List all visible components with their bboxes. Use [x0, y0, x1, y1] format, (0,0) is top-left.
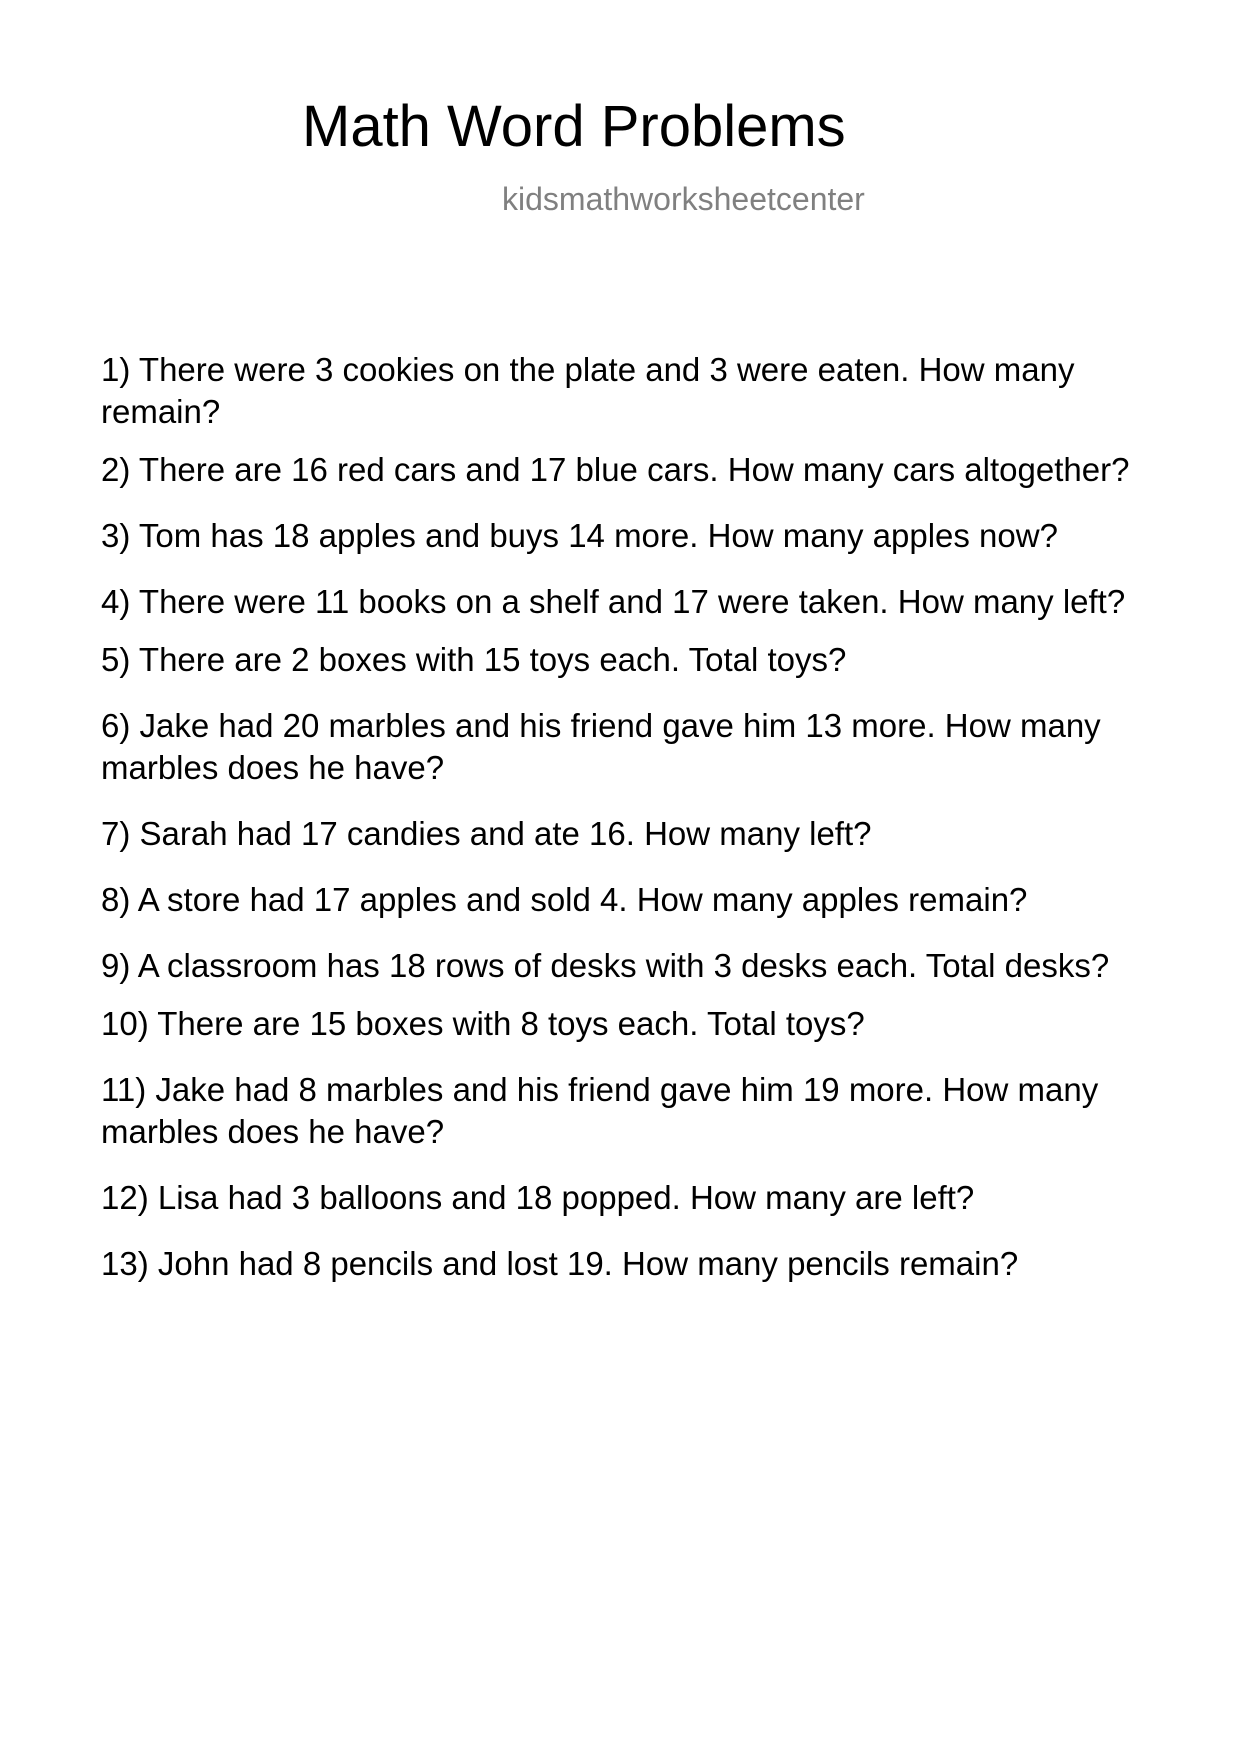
problem-item: 10) There are 15 boxes with 8 toys each. Total toys?: [101, 1005, 865, 1042]
problem-list: [101, 349, 1151, 1285]
problem-item: 13) John had 8 pencils and lost 19. How many pencils remain?: [101, 1245, 1019, 1282]
problem-item: 6) Jake had 20 marbles and his friend gave him 13 more. How many marbles does he have?: [101, 707, 1101, 786]
problem-item: 5) There are 2 boxes with 15 toys each. Total toys?: [101, 641, 847, 678]
problem-item: 11) Jake had 8 marbles and his friend gave him 19 more. How many marbles does he have?: [101, 1071, 1099, 1150]
problem-item: 12) Lisa had 3 balloons and 18 popped. How many are left?: [101, 1179, 975, 1216]
problem-item: 2) There are 16 red cars and 17 blue cars. How many cars altogether?: [101, 451, 1130, 488]
problem-item: 4) There were 11 books on a shelf and 17 were taken. How many left?: [101, 583, 1126, 620]
page-title: Math Word Problems: [302, 94, 846, 159]
problem-item: 7) Sarah had 17 candies and ate 16. How many left?: [101, 815, 872, 852]
problem-item: 9) A classroom has 18 rows of desks with 3 desks each. Total desks?: [101, 947, 1110, 984]
problem-item: 3) Tom has 18 apples and buys 14 more. How many apples now?: [101, 517, 1058, 554]
problem-item: 8) A store had 17 apples and sold 4. How many apples remain?: [101, 881, 1028, 918]
source-label: kidsmathworksheetcenter: [502, 181, 865, 217]
problem-item: 1) There were 3 cookies on the plate and 3 were eaten. How many remain?: [101, 351, 1075, 430]
